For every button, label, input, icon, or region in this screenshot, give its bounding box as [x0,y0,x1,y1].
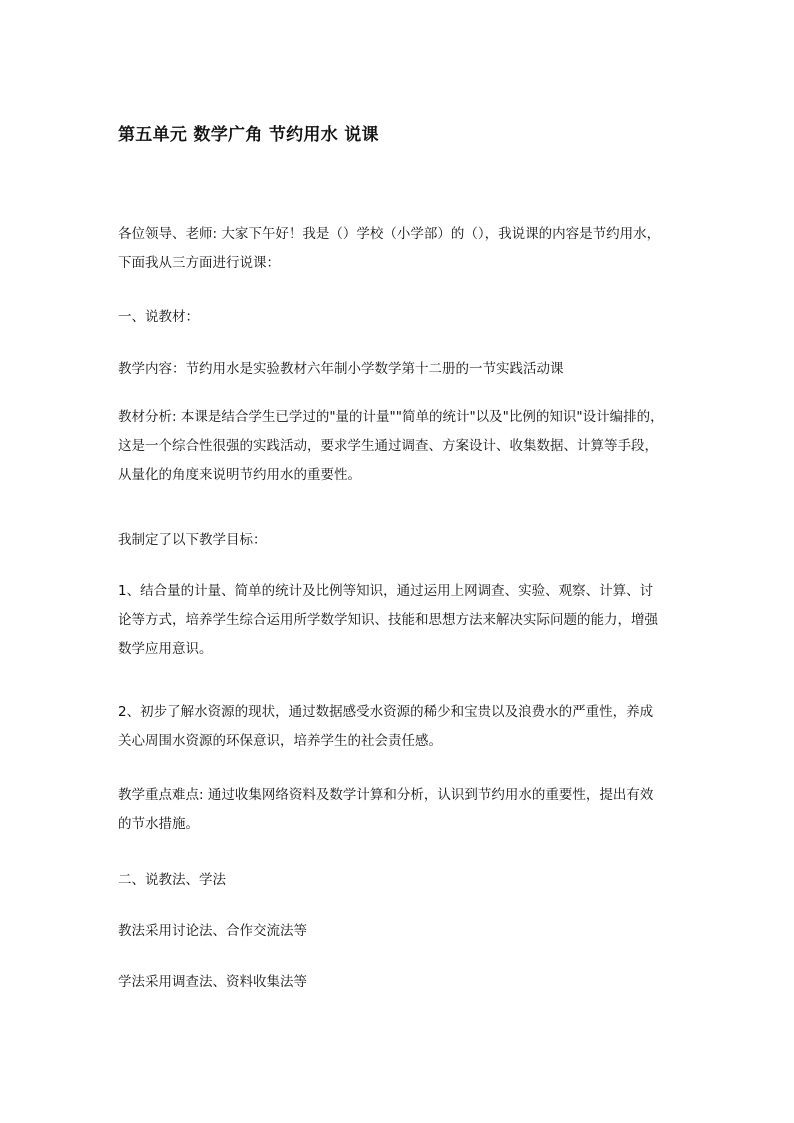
goal-1-line-1: 1、结合量的计量、简单的统计及比例等知识，通过运用上网调查、实验、观察、计算、讨 [118,583,654,599]
goal-1-paragraph [118,577,688,664]
learning-method: 学法采用调查法、资料收集法等 [118,974,307,990]
goals-intro: 我制定了以下教学目标： [118,532,267,548]
key-points-line-1: 教学重点难点: 通过收集网络资料及数学计算和分析，认识到节约用水的重要性，提出有效 [118,787,654,803]
key-points-paragraph [118,781,688,839]
key-points-line-2: 的节水措施。 [118,816,199,832]
goal-2-paragraph [118,698,688,756]
analysis-line-1: 教材分析: 本课是结合学生已学过的"量的计量""简单的统计"以及"比例的知识"设计编排的， [118,409,664,425]
section-2-heading: 二、说教法、学法 [118,872,226,888]
goal-2-line-2: 关心周围水资源的环保意识，培养学生的社会责任感。 [118,733,442,749]
section-1-heading: 一、说教材： [118,309,199,325]
analysis-line-3: 从量化的角度来说明节约用水的重要性。 [118,467,361,483]
intro-line-1: 各位领导、老师: 大家下午好！我是（）学校（小学部）的（），我说课的内容是节约用水， [118,226,661,242]
analysis-line-2: 这是一个综合性很强的实践活动，要求学生通过调查、方案设计、收集数据、计算等手段， [118,438,658,454]
goal-1-line-3: 数学应用意识。 [118,641,213,657]
intro-paragraph [118,220,688,278]
teaching-content: 教学内容：节约用水是实验教材六年制小学数学第十二册的一节实践活动课 [118,361,564,377]
teaching-method: 教法采用讨论法、合作交流法等 [118,923,307,939]
goal-1-line-2: 论等方式，培养学生综合运用所学数学知识、技能和思想方法来解决实际问题的能力，增强 [118,612,658,628]
material-analysis-paragraph [118,403,688,490]
goal-2-line-1: 2、初步了解水资源的现状，通过数据感受水资源的稀少和宝贵以及浪费水的严重性，养成 [118,704,654,720]
intro-line-2: 下面我从三方面进行说课： [118,255,280,271]
document-title: 第五单元 数学广角 节约用水 说课 [118,125,379,145]
